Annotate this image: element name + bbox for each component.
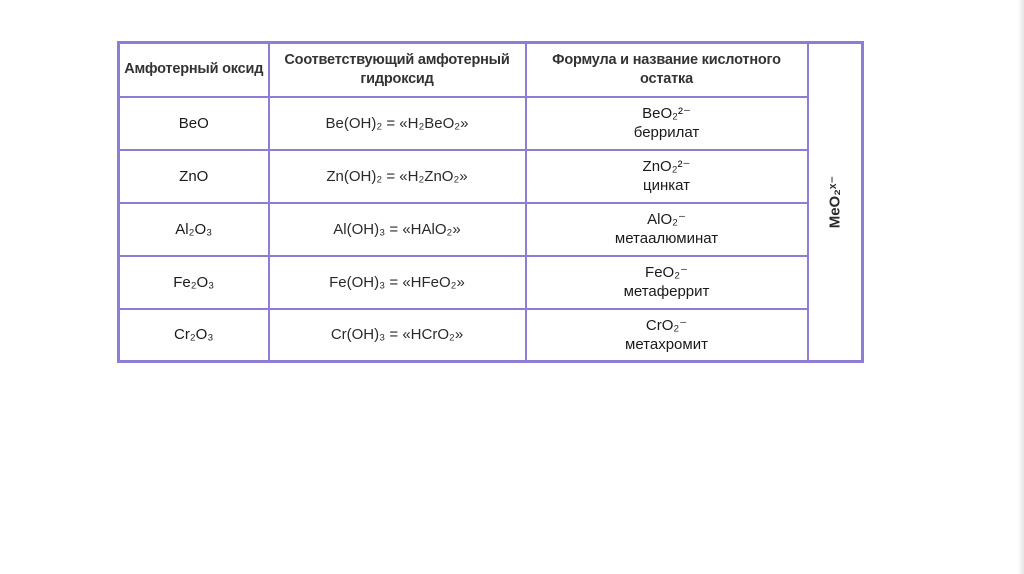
acid-residue-formula: FeO₂⁻ — [645, 264, 688, 281]
acid-residue-cell — [526, 256, 808, 309]
oxide-cell: ZnO — [119, 150, 269, 203]
acid-residue-name: метахромит — [625, 335, 708, 353]
hydroxide-cell: Zn(OH)₂ = «H₂ZnO₂» — [269, 150, 526, 203]
acid-residue-formula: BeO₂²⁻ — [642, 105, 691, 122]
oxide-cell: BeO — [119, 97, 269, 150]
table-row — [119, 256, 863, 309]
acid-residue-cell — [526, 97, 808, 150]
side-label-cell — [808, 43, 863, 362]
acid-residue-name: беррилат — [633, 124, 700, 141]
slide-edge — [1018, 0, 1024, 574]
header-acid-residue: Формула и название кислотного остатка — [526, 43, 808, 97]
hydroxide-cell: Be(OH)₂ = «H₂BeO₂» — [269, 97, 526, 150]
oxide-cell: Cr₂O₃ — [119, 309, 269, 362]
acid-residue-name: метаалюминат — [614, 230, 719, 247]
hydroxide-cell: Al(OH)₃ = «HAlO₂» — [269, 203, 526, 256]
hydroxide-cell: Cr(OH)₃ = «HCrO₂» — [269, 309, 526, 362]
table-row — [119, 203, 863, 256]
acid-residue-cell — [526, 203, 808, 256]
header-row — [119, 43, 863, 97]
amphoteric-oxides-table — [117, 41, 864, 363]
acid-residue-name: цинкат — [642, 177, 691, 194]
table-row — [119, 97, 863, 150]
acid-residue-name: метаферрит — [623, 283, 710, 300]
hydroxide-cell: Fe(OH)₃ = «HFeO₂» — [269, 256, 526, 309]
acid-residue-formula: AlO₂⁻ — [647, 211, 686, 228]
table-row — [119, 150, 863, 203]
table-row — [119, 309, 863, 362]
general-formula-label: MeO₂ˣ⁻ — [826, 175, 843, 229]
acid-residue-formula: CrO₂⁻ — [645, 316, 688, 334]
oxide-cell: Fe₂O₃ — [119, 256, 269, 309]
acid-residue-formula: ZnO₂²⁻ — [642, 158, 691, 175]
header-hydroxide: Соответствующий амфотерный гидроксид — [269, 43, 526, 97]
oxide-cell: Al₂O₃ — [119, 203, 269, 256]
acid-residue-cell — [526, 150, 808, 203]
acid-residue-cell — [526, 309, 808, 362]
header-oxide: Амфотерный оксид — [119, 43, 269, 97]
